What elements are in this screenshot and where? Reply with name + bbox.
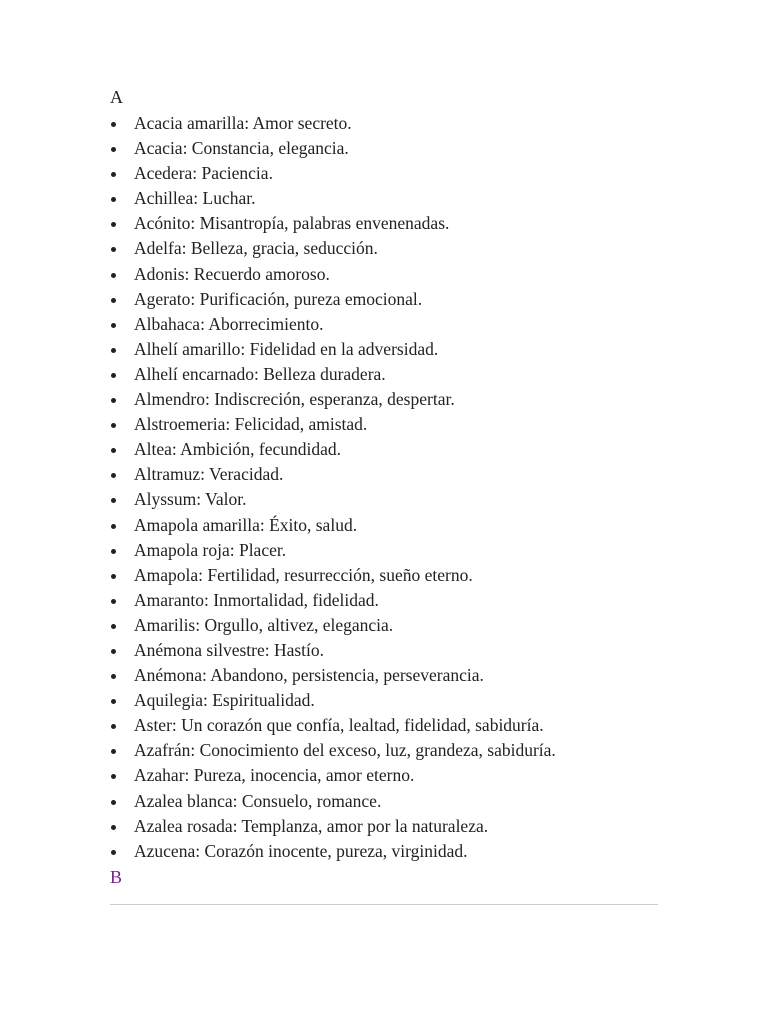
list-item-text: Amapola: Fertilidad, resurrección, sueño eterno. [134,564,473,585]
list-item [110,839,658,864]
list-item [110,262,658,287]
bullet-icon [111,624,116,629]
list-item [110,763,658,788]
bullet-icon [111,574,116,579]
bullet-icon [111,348,116,353]
bullet-icon [111,172,116,177]
bullet-icon [111,800,116,805]
bullet-icon [111,222,116,227]
list-item [110,487,658,512]
bullet-icon [111,599,116,604]
list-item [110,211,658,236]
list-item [110,111,658,136]
list-item-text: Amapola roja: Placer. [134,539,287,560]
list-item [110,462,658,487]
bullet-icon [111,122,116,127]
list-item [110,738,658,763]
list-item-text: Alhelí amarillo: Fidelidad en la adversidad. [134,338,439,359]
bullet-icon [111,724,116,729]
section-heading-b[interactable]: B [110,866,123,887]
list-item-text: Alhelí encarnado: Belleza duradera. [134,363,386,384]
list-item [110,538,658,563]
bullet-icon [111,398,116,403]
list-item-text: Acacia: Constancia, elegancia. [134,138,349,159]
bullet-icon [111,498,116,503]
list-item [110,312,658,337]
list-item [110,287,658,312]
list-item-text: Acónito: Misantropía, palabras envenenadas. [134,213,450,234]
list-item [110,814,658,839]
bullet-icon [111,423,116,428]
document-body [110,86,658,905]
list-item [110,588,658,613]
list-item [110,513,658,538]
list-item-text: Amarilis: Orgullo, altivez, elegancia. [134,614,394,635]
bullet-icon [111,147,116,152]
list-item-text: Adonis: Recuerdo amoroso. [134,263,330,284]
list-item-text: Azalea blanca: Consuelo, romance. [134,790,382,811]
list-item [110,638,658,663]
list-item-text: Azafrán: Conocimiento del exceso, luz, grandeza, sabiduría. [134,740,556,761]
list-item-text: Acedera: Paciencia. [134,163,273,184]
entry-list-a [110,111,658,864]
list-item-text: Achillea: Luchar. [134,188,256,209]
bullet-icon [111,674,116,679]
list-item [110,713,658,738]
list-item-text: Adelfa: Belleza, gracia, seducción. [134,238,378,259]
list-item [110,663,658,688]
bullet-icon [111,273,116,278]
bullet-icon [111,850,116,855]
list-item-text: Alyssum: Valor. [134,489,247,510]
list-item [110,161,658,186]
list-item [110,337,658,362]
bullet-icon [111,649,116,654]
section-heading-a: A [110,87,123,107]
list-item-text: Albahaca: Aborrecimiento. [134,313,324,334]
list-item-text: Alstroemeria: Felicidad, amistad. [134,414,368,435]
list-item-text: Azalea rosada: Templanza, amor por la naturaleza. [134,815,489,836]
list-item [110,563,658,588]
list-item-text: Anémona: Abandono, persistencia, perseverancia. [134,665,484,686]
bullet-icon [111,524,116,529]
list-item-text: Altramuz: Veracidad. [134,464,284,485]
list-item [110,613,658,638]
list-item-text: Aster: Un corazón que confía, lealtad, fidelidad, sabiduría. [134,715,544,736]
list-item-text: Almendro: Indiscreción, esperanza, despertar. [134,389,455,410]
list-item-text: Amaranto: Inmortalidad, fidelidad. [134,589,379,610]
bullet-icon [111,774,116,779]
list-item [110,136,658,161]
list-item-text: Aquilegia: Espiritualidad. [134,690,315,711]
list-item-text: Amapola amarilla: Éxito, salud. [134,514,358,535]
bullet-icon [111,448,116,453]
bullet-icon [111,247,116,252]
bullet-icon [111,323,116,328]
list-item [110,437,658,462]
list-item-text: Altea: Ambición, fecundidad. [134,439,342,460]
list-item-text: Agerato: Purificación, pureza emocional. [134,288,423,309]
bullet-icon [111,699,116,704]
list-item [110,387,658,412]
list-item-text: Azucena: Corazón inocente, pureza, virginidad. [134,840,468,861]
section-divider [110,904,658,905]
bullet-icon [111,298,116,303]
bullet-icon [111,749,116,754]
bullet-icon [111,825,116,830]
list-item-text: Azahar: Pureza, inocencia, amor eterno. [134,765,415,786]
list-item-text: Acacia amarilla: Amor secreto. [134,113,352,133]
bullet-icon [111,373,116,378]
list-item [110,412,658,437]
list-item [110,236,658,261]
list-item [110,362,658,387]
bullet-icon [111,549,116,554]
list-item-text: Anémona silvestre: Hastío. [134,639,325,660]
list-item [110,688,658,713]
bullet-icon [111,473,116,478]
list-item [110,789,658,814]
bullet-icon [111,197,116,202]
list-item [110,186,658,211]
